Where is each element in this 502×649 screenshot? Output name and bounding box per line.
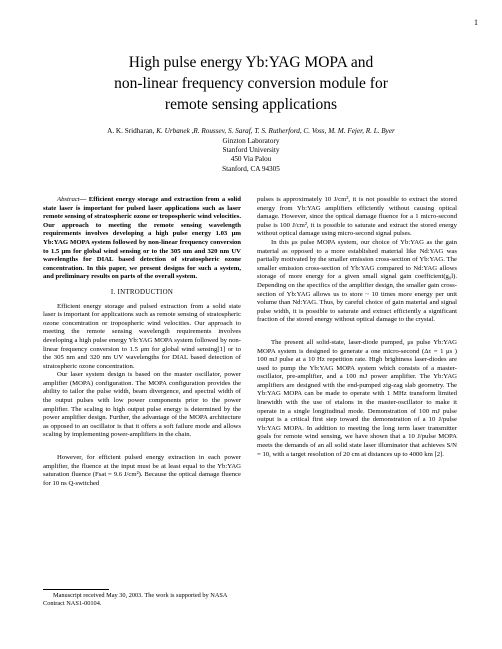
title-line: High pulse energy Yb:YAG MOPA and — [128, 54, 374, 71]
left-column — [43, 196, 241, 488]
affiliation-line: Stanford, CA 94305 — [222, 164, 280, 173]
section-heading: I. INTRODUCTION — [110, 288, 174, 296]
abstract-label: Abstract — [57, 196, 80, 203]
page-number: 1 — [474, 18, 478, 27]
paragraph: Our laser system design is based on the master oscillator, power amplifier (MOPA) configuration. The MOPA configuration provides the ability to tailor the pulse width, beam divergence, and spectral width of the output pulses with low power components prior to the power amplifier. The scaling to high output pulse energy is determined by the power amplifier design. Further, the advantage of the MOPA architecture as opposed to an oscillator is that it offers a soft failure mode and allows scaling by implementing power-amplifiers in the chain. — [43, 371, 241, 439]
title-line: remote sensing applications — [164, 96, 338, 113]
paragraph: In this μs pulse MOPA system, our choice of Yb:YAG as the gain material as opposed to a more established material like Nd:YAG was partially motivated by the smaller emission cross-section of Yb:YAG. The smaller emission cross-section of Yb:YAG compared to Nd:YAG allows storage of more energy for a given small signal gain coefficient(g₀l). Depending on the specifics of the amplifier design, the smaller gain cross-section of Yb:YAG allows us to store ~ 10 times more energy per unit volume than Nd:YAG. Thus, by careful choice of gain material and signal pulse width, it is possible to saturate and extract efficiently a significant fraction of the stored energy without optical damage to the crystal. — [257, 238, 457, 324]
footnote-rule — [43, 589, 109, 590]
abstract — [43, 196, 241, 282]
affiliation-line: Stanford University — [222, 146, 280, 155]
paragraph: However, for efficient pulsed energy extraction in each power amplifier, the fluence at the input must be at least equal to the Yb:YAG saturation fluence (Fsat = 9.6 J/cm²). Because the optical damage fluence for 10 ns Q-switched — [43, 454, 241, 487]
paper-title — [40, 52, 462, 115]
co-authors: K. Urbanek ,R. Roussev, S. Saraf, T. S. Rutherford, C. Voss, M. M. Fejer, R. L. Byer — [156, 127, 395, 135]
author-list — [40, 127, 462, 137]
footnote: Manuscript received May 30, 2003. The work is supported by NASA Contract NAS1-00104. — [43, 592, 228, 607]
lead-author: A. K. Sridharan, — [107, 127, 155, 135]
abstract-text: — Efficient energy storage and extraction from a solid state laser is important for pulsed laser applications such as laser remote sensing of stratospheric ozone or tropospheric wind velocities. Our approach to meeting the remote sensing wavelength requirements involves developing a high pulse energy 1.03 μm Yb:YAG MOPA system followed by non-linear frequency conversion to 1.5 μm for global wind sensing or to the 305 nm and 320 nm UV wavelengths for DIAL based detection of stratospheric ozone concentration. In this paper, we present designs for such a system, and preliminary results on parts of the overall system. — [43, 196, 241, 281]
paragraph: The present all solid-state, laser-diode pumped, μs pulse Yb:YAG MOPA system is designed to generate a one micro-second (Δτ = 1 μs ) 100 mJ pulse at a 10 Hz repetition rate. High brightness laser-diodes are used to pump the Yb:YAG MOPA system which consists of a master-oscillator, pre-amplifier, and a 100 mJ power amplifier. The Yb:YAG amplifiers are designed with the end-pumped zig-zag slab geometry. The Yb:YAG MOPA can be made to operate with 1 MHz transform limited linewidth with the use of etalons in the master-oscillator to make it operate in a single longitudinal mode. Demonstration of 100 mJ pulse output is a critical first step toward the demonstration of a 10 J/pulse Yb:YAG MOPA. In addition to meeting the long term laser transmitter goals for remote wind sensing, we have shown that a 10 J/pulse MOPA meets the demands of an all solid state laser illuminator that achieves S/N = 10, with a target resolution of 20 cm at distances up to 4000 km [2]. — [257, 338, 457, 458]
title-line: non-linear frequency conversion module for — [114, 75, 388, 92]
affiliation-line: Ginzton Laboratory — [222, 137, 280, 145]
paragraph: pulses is approximately 10 J/cm², it is not possible to extract the stored energy from Yb:YAG amplifiers efficiently without causing optical damage. However, since the optical damage fluence for a 1 micro-second pulse is 100 J/cm², it is possible to saturate and extract the stored energy without optical damage using micro-second signal pulses. — [257, 196, 457, 238]
affiliation-line: 450 Via Palou — [230, 155, 272, 164]
affiliation — [40, 137, 462, 174]
right-column — [257, 196, 457, 459]
paragraph: Efficient energy storage and pulsed extraction from a solid state laser is important for applications such as remote sensing of stratospheric ozone concentration or tropospheric wind velocities. Our approach to meeting the remote sensing wavelength requirements involves developing a high pulse energy Yb:YAG MOPA system followed by non-linear frequency conversion to 1.5 μm for global wind sensing[1] or to the 305 nm and 320 nm UV wavelengths for DIAL based detection of stratospheric ozone concentration. — [43, 302, 241, 370]
